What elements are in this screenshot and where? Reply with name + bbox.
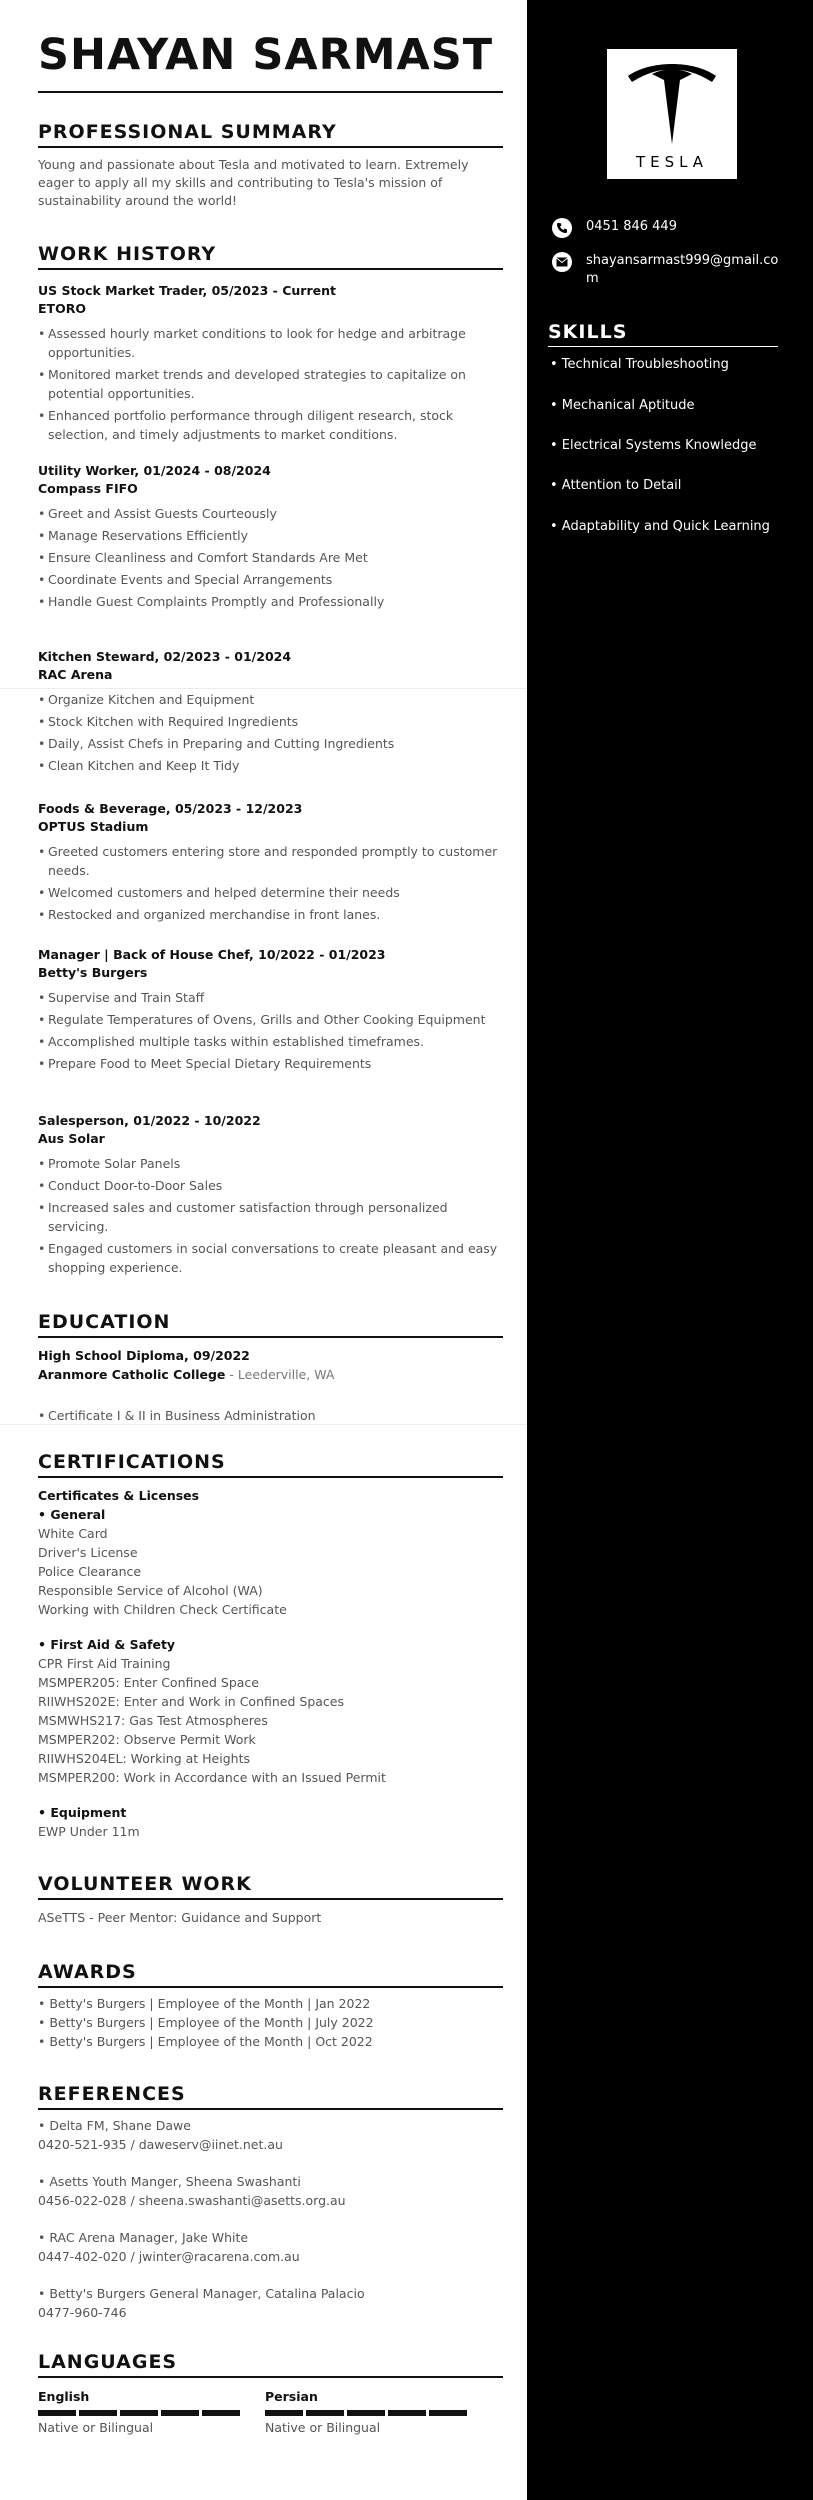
sidebar [527, 0, 813, 2500]
cert-item: Working with Children Check Certificate [38, 1602, 287, 1617]
job-bullet: • Daily, Assist Chefs in Preparing and Cutting Ingredients [38, 734, 503, 753]
cert-item: MSMPER200: Work in Accordance with an Issued Permit [38, 1770, 386, 1785]
reference-contact: 0477-960-746 [38, 2305, 127, 2320]
job-company: Aus Solar [38, 1131, 105, 1146]
job-bullets [38, 324, 503, 444]
job-role: Utility Worker [38, 463, 135, 478]
skill-item: • Technical Troubleshooting [550, 357, 729, 372]
phone-number: 0451 846 449 [586, 219, 677, 234]
language-level-segment [120, 2410, 158, 2416]
job-bullets [38, 988, 503, 1073]
job-company: RAC Arena [38, 667, 113, 682]
education-section [38, 1310, 503, 1428]
cert-group-name: • Equipment [38, 1805, 127, 1820]
language-level-segment [265, 2410, 303, 2416]
job-bullet: • Welcomed customers and helped determine their needs [38, 883, 503, 902]
job-entry [38, 946, 503, 1076]
cert-item: MSMWHS217: Gas Test Atmospheres [38, 1713, 268, 1728]
job-entry [38, 648, 503, 778]
education-bullets [38, 1406, 503, 1425]
job-bullet: • Clean Kitchen and Keep It Tidy [38, 756, 503, 775]
reference-contact: 0420-521-935 / daweserv@iinet.net.au [38, 2137, 283, 2152]
language-level-segment [38, 2410, 76, 2416]
email-address: shayansarmast999@gmail.com [586, 253, 779, 286]
cert-item: RIIWHS202E: Enter and Work in Confined Spaces [38, 1694, 344, 1709]
cert-item: MSMPER202: Observe Permit Work [38, 1732, 256, 1747]
language-item [38, 2388, 248, 2437]
job-role: US Stock Market Trader [38, 283, 203, 298]
phone-icon [552, 218, 572, 238]
cert-item: Driver's License [38, 1545, 138, 1560]
volunteer-title: VOLUNTEER WORK [38, 1872, 503, 1900]
volunteer-section [38, 1872, 503, 1927]
job-bullet: • Ensure Cleanliness and Comfort Standards Are Met [38, 548, 503, 567]
skill-item: • Attention to Detail [550, 478, 682, 493]
job-bullets [38, 690, 503, 775]
job-company: OPTUS Stadium [38, 819, 149, 834]
awards-section [38, 1960, 503, 2051]
job-company: ETORO [38, 301, 86, 316]
award-item: • Betty's Burgers | Employee of the Month | July 2022 [38, 2015, 374, 2030]
tesla-t-icon [622, 54, 722, 149]
contact-phone [552, 218, 787, 238]
job-company: Compass FIFO [38, 481, 138, 496]
skill-item: • Adaptability and Quick Learning [550, 519, 770, 534]
work-history-section [38, 242, 503, 270]
job-bullet: • Promote Solar Panels [38, 1154, 503, 1173]
education-location: - Leederville, WA [225, 1367, 335, 1382]
language-level-segment [161, 2410, 199, 2416]
education-school-line [38, 1365, 503, 1384]
summary-text: Young and passionate about Tesla and motivated to learn. Extremely eager to apply all my skills and contributing to Tesla's mission of sustainability around the world! [38, 157, 469, 208]
job-bullet: • Regulate Temperatures of Ovens, Grills and Other Cooking Equipment [38, 1010, 503, 1029]
languages-title: LANGUAGES [38, 2350, 503, 2378]
education-title: EDUCATION [38, 1310, 503, 1338]
job-role: Kitchen Steward [38, 649, 155, 664]
job-bullet: • Prepare Food to Meet Special Dietary Requirements [38, 1054, 503, 1073]
cert-item: CPR First Aid Training [38, 1656, 171, 1671]
job-header [38, 946, 503, 964]
job-bullet: • Supervise and Train Staff [38, 988, 503, 1007]
job-bullets [38, 842, 503, 924]
cert-item: MSMPER205: Enter Confined Space [38, 1675, 259, 1690]
job-bullet: • Handle Guest Complaints Promptly and Professionally [38, 592, 503, 611]
job-bullet: • Assessed hourly market conditions to look for hedge and arbitrage opportunities. [38, 324, 503, 362]
cert-item: Responsible Service of Alcohol (WA) [38, 1583, 263, 1598]
cert-item: Police Clearance [38, 1564, 142, 1579]
job-dates: , 01/2024 - 08/2024 [134, 463, 271, 478]
job-dates: , 05/2023 - 12/2023 [165, 801, 303, 816]
certifications-heading: Certificates & Licenses [38, 1488, 200, 1503]
job-bullets [38, 1154, 503, 1277]
job-entry [38, 1112, 503, 1280]
job-bullet: • Greet and Assist Guests Courteously [38, 504, 503, 523]
job-dates: , 05/2023 - Current [202, 283, 336, 298]
job-header [38, 1112, 503, 1130]
job-bullet: • Enhanced portfolio performance through diligent research, stock selection, and timely adjustments to market conditions. [38, 406, 503, 444]
award-item: • Betty's Burgers | Employee of the Month | Jan 2022 [38, 1996, 371, 2011]
reference-name: • Asetts Youth Manger, Sheena Swashanti [38, 2174, 301, 2189]
job-bullet: • Greeted customers entering store and responded promptly to customer needs. [38, 842, 503, 880]
job-header [38, 648, 503, 666]
education-degree-line [38, 1346, 503, 1365]
education-bullet: • Certificate I & II in Business Administration [38, 1406, 503, 1425]
job-header [38, 800, 503, 818]
certifications-section [38, 1450, 503, 1841]
contact-email [552, 252, 787, 288]
reference-name: • Delta FM, Shane Dawe [38, 2118, 191, 2133]
name-rule [38, 91, 503, 93]
job-bullet: • Stock Kitchen with Required Ingredients [38, 712, 503, 731]
education-school: Aranmore Catholic College [38, 1367, 226, 1382]
tesla-wordmark: TESLA [635, 153, 709, 171]
job-role: Salesperson [38, 1113, 125, 1128]
language-level-segment [306, 2410, 344, 2416]
language-item [265, 2388, 475, 2437]
email-icon [552, 252, 572, 272]
reference-name: • Betty's Burgers General Manager, Catalina Palacio [38, 2286, 365, 2301]
language-name: Persian [265, 2389, 318, 2404]
job-dates: , 01/2022 - 10/2022 [124, 1113, 261, 1128]
job-header [38, 282, 503, 300]
language-level-segment [79, 2410, 117, 2416]
job-bullet: • Increased sales and customer satisfaction through personalized servicing. [38, 1198, 503, 1236]
awards-title: AWARDS [38, 1960, 503, 1988]
job-bullets [38, 504, 503, 611]
job-role: Foods & Beverage [38, 801, 166, 816]
summary-section [38, 120, 503, 210]
job-bullet: • Conduct Door-to-Door Sales [38, 1176, 503, 1195]
job-bullet: • Manage Reservations Efficiently [38, 526, 503, 545]
candidate-name: SHAYAN SARMAST [38, 30, 494, 80]
job-bullet: • Organize Kitchen and Equipment [38, 690, 503, 709]
work-history-title: WORK HISTORY [38, 242, 503, 270]
job-bullet: • Coordinate Events and Special Arrangements [38, 570, 503, 589]
reference-contact: 0456-022-028 / sheena.swashanti@asetts.org.au [38, 2193, 346, 2208]
job-company: Betty's Burgers [38, 965, 148, 980]
language-level-segment [347, 2410, 385, 2416]
section-divider [0, 1424, 527, 1425]
language-name: English [38, 2389, 90, 2404]
cert-item: EWP Under 11m [38, 1824, 140, 1839]
language-level-segment [202, 2410, 240, 2416]
job-dates: , 10/2022 - 01/2023 [249, 947, 386, 962]
language-level: Native or Bilingual [265, 2420, 381, 2435]
references-title: REFERENCES [38, 2082, 503, 2110]
job-bullet: • Restocked and organized merchandise in front lanes. [38, 905, 503, 924]
job-bullet: • Accomplished multiple tasks within established timeframes. [38, 1032, 503, 1051]
reference-name: • RAC Arena Manager, Jake White [38, 2230, 249, 2245]
job-bullet: • Monitored market trends and developed strategies to capitalize on potential opportunities. [38, 365, 503, 403]
job-role: Manager | Back of House Chef [38, 947, 250, 962]
references-section [38, 2082, 503, 2322]
cert-item: RIIWHS204EL: Working at Heights [38, 1751, 250, 1766]
skill-item: • Electrical Systems Knowledge [550, 438, 757, 453]
language-level-segment [429, 2410, 467, 2416]
reference-contact: 0447-402-020 / jwinter@racarena.com.au [38, 2249, 300, 2264]
summary-title: PROFESSIONAL SUMMARY [38, 120, 503, 148]
skills-title: SKILLS [548, 320, 778, 347]
language-level: Native or Bilingual [38, 2420, 154, 2435]
language-level-segment [388, 2410, 426, 2416]
job-entry [38, 800, 503, 927]
job-bullet: • Engaged customers in social conversations to create pleasant and easy shopping experience. [38, 1239, 503, 1277]
award-item: • Betty's Burgers | Employee of the Month | Oct 2022 [38, 2034, 373, 2049]
cert-group-name: • First Aid & Safety [38, 1637, 176, 1652]
certifications-title: CERTIFICATIONS [38, 1450, 503, 1478]
education-degree: High School Diploma [38, 1348, 185, 1363]
job-header [38, 462, 503, 480]
job-entry [38, 282, 503, 447]
cert-group-name: • General [38, 1507, 106, 1522]
language-proficiency-bar [265, 2410, 475, 2416]
skill-item: • Mechanical Aptitude [550, 398, 695, 413]
tesla-logo [607, 49, 737, 179]
volunteer-text: ASeTTS - Peer Mentor: Guidance and Support [38, 1910, 322, 1925]
cert-item: White Card [38, 1526, 108, 1541]
education-dates: , 09/2022 [184, 1348, 250, 1363]
language-proficiency-bar [38, 2410, 248, 2416]
languages-section [38, 2350, 503, 2378]
job-dates: , 02/2023 - 01/2024 [154, 649, 292, 664]
job-entry [38, 462, 503, 614]
